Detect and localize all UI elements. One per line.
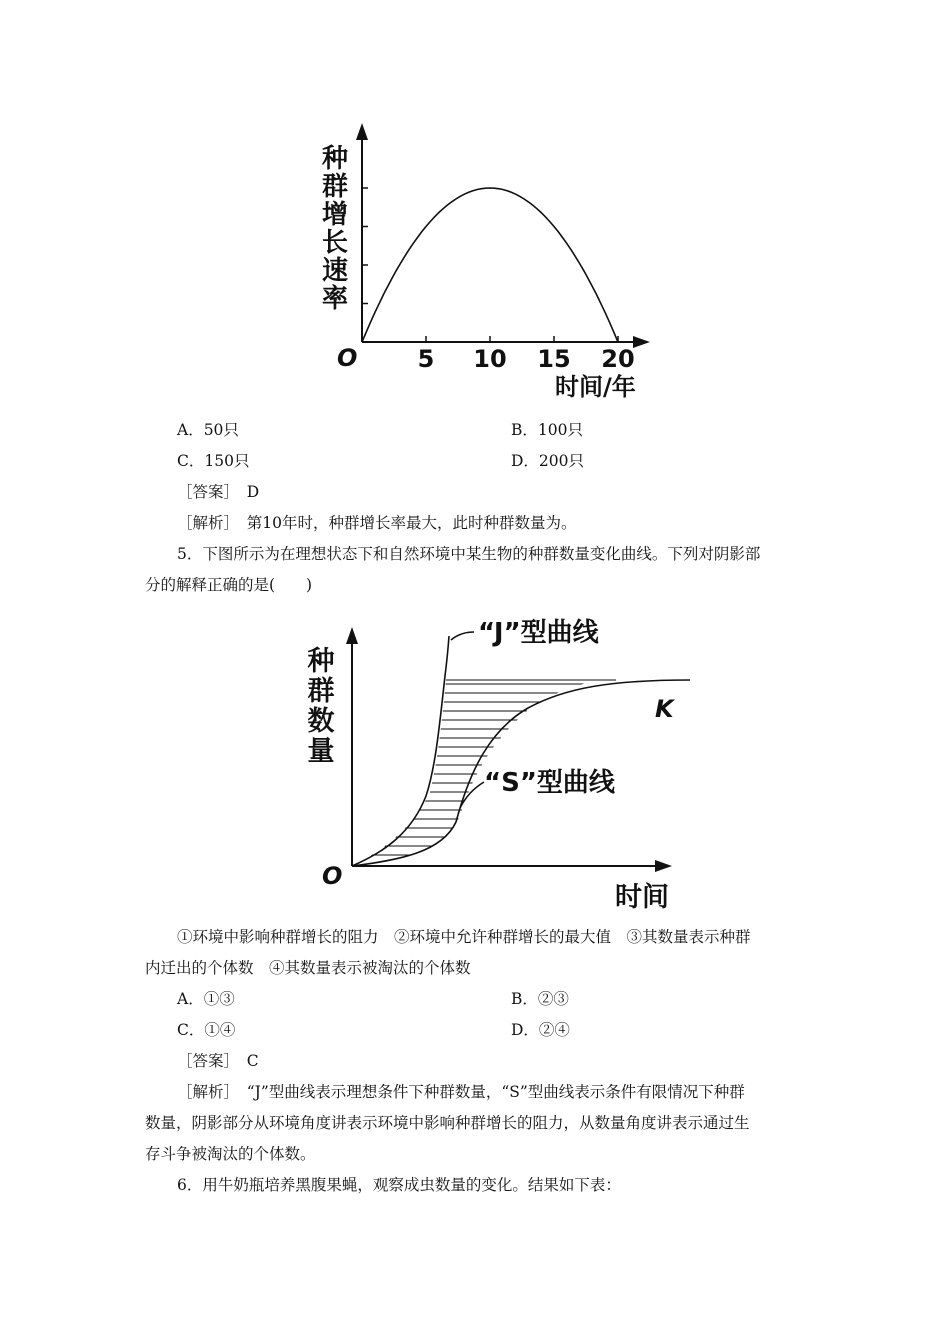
y-axis-arrow	[356, 123, 368, 140]
x-tick-label: 10	[473, 345, 507, 373]
x-axis-label: 时间/年	[555, 373, 636, 401]
q5-option-b: B．②③	[511, 990, 569, 1008]
x-axis-label: 时间	[615, 882, 669, 913]
q4-analysis: ［解析］ 第10年时，种群增长率最大，此时种群数量为。	[177, 514, 577, 532]
q4-option-a: A．50只	[177, 421, 239, 439]
q5-option-a: A．①③	[177, 990, 235, 1008]
y-label-char: 种	[307, 646, 335, 677]
q5-analysis-line2: 数量，阴影部分从环境角度讲表示环境中影响种群增长的阻力，从数量角度讲表示通过生	[145, 1114, 750, 1132]
s-curve-label: “S”型曲线	[484, 768, 615, 798]
k-label: K	[655, 695, 674, 723]
growth-rate-curve	[362, 188, 618, 342]
x-tick-label: 5	[417, 345, 435, 373]
y-label-char: 群	[307, 676, 335, 707]
y-label-char: 量	[307, 736, 335, 767]
y-label-char: 种	[321, 144, 349, 174]
origin-label: O	[337, 344, 358, 372]
origin-label: O	[322, 862, 343, 890]
q5-option-c: C．①④	[177, 1021, 236, 1039]
y-label-char: 长	[321, 228, 349, 258]
x-tick-label: 20	[601, 345, 635, 373]
y-label-char: 速	[321, 256, 349, 286]
q4-option-c: C．150只	[177, 452, 250, 470]
j-callout	[451, 632, 474, 640]
q6-stem: 6．用牛奶瓶培养黑腹果蝇，观察成虫数量的变化。结果如下表：	[177, 1176, 621, 1194]
q5-stem-line1: 5．下图所示为在理想状态下和自然环境中某生物的种群数量变化曲线。下列对阴影部	[177, 545, 761, 563]
x-axis-arrow	[633, 336, 650, 348]
q4-answer: ［答案］ D	[177, 483, 260, 501]
q5-answer: ［答案］ C	[177, 1052, 259, 1070]
q5-option-d: D．②④	[511, 1021, 570, 1039]
q5-stem-line2: 分的解释正确的是( )	[145, 576, 313, 594]
x-tick-label: 15	[537, 345, 571, 373]
j-curve-label: “J”型曲线	[478, 618, 599, 648]
y-axis-label	[308, 646, 335, 767]
q5-analysis-line3: 存斗争被淘汰的个体数。	[145, 1145, 316, 1163]
y-label-char: 增	[321, 200, 349, 230]
x-axis-arrow	[655, 860, 672, 872]
growth-rate-chart	[0, 100, 950, 520]
q4-option-b: B．100只	[511, 421, 583, 439]
y-label-char: 群	[321, 172, 349, 202]
y-axis-label	[322, 144, 348, 314]
population-curves-chart	[0, 600, 950, 920]
y-label-char: 数	[307, 706, 335, 737]
y-label-char: 率	[321, 284, 349, 314]
q5-analysis-line1: ［解析］ “J”型曲线表示理想条件下种群数量，“S”型曲线表示条件有限情况下种群	[177, 1083, 745, 1101]
q5-statements-line2: 内迁出的个体数 ④其数量表示被淘汰的个体数	[145, 959, 471, 977]
q5-statements-line1: ①环境中影响种群增长的阻力 ②环境中允许种群增长的最大值 ③其数量表示种群	[177, 928, 751, 946]
y-axis-arrow	[346, 627, 358, 644]
j-curve	[352, 636, 449, 866]
q4-option-d: D．200只	[511, 452, 585, 470]
